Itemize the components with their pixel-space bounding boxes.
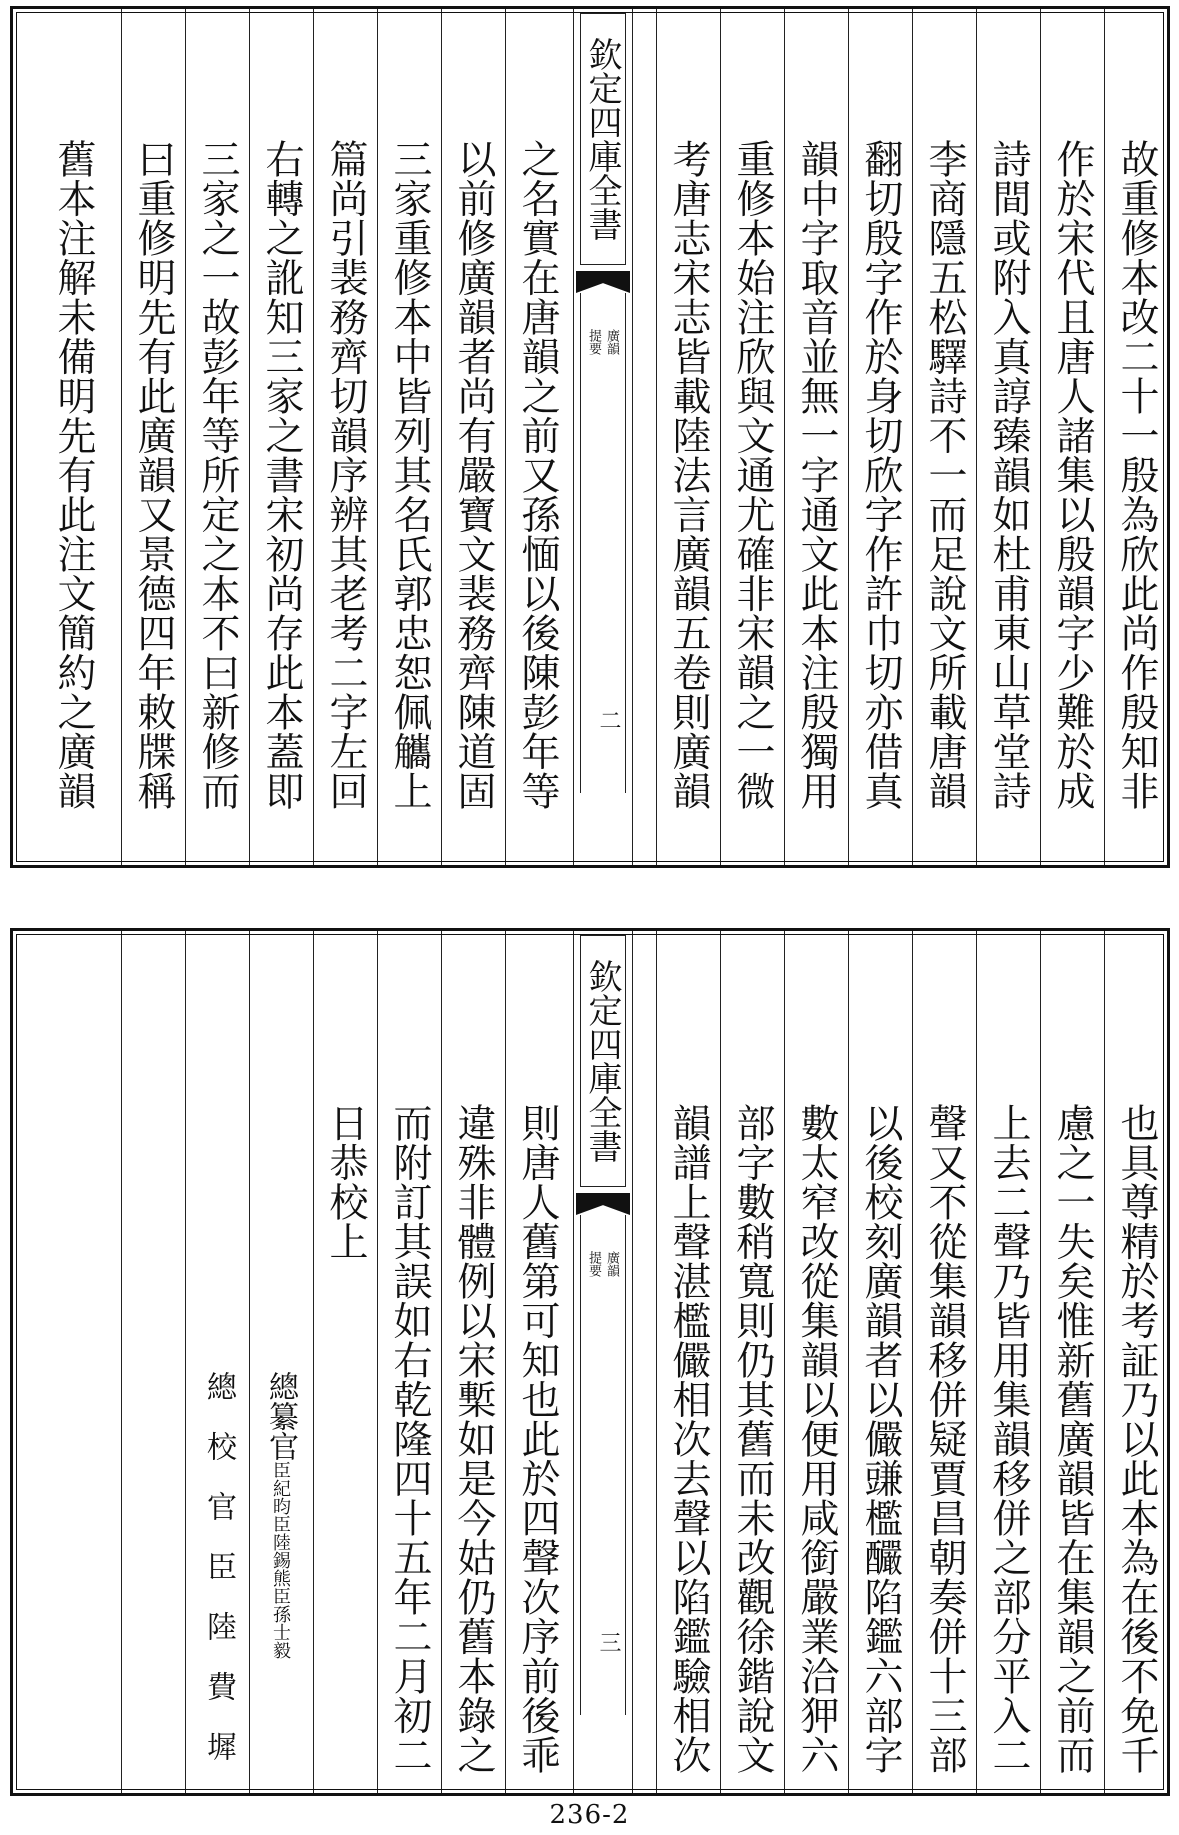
column-text: 三家重修本中皆列其名氏郭忠恕佩觿上	[387, 139, 432, 811]
column-text: 篇尚引裴務齊切韻序辨其老考二字左回	[323, 139, 368, 811]
column-text: 曰重修明先有此廣韻又景德四年敕牒稱	[131, 139, 176, 811]
proofreader-signature: 總 校 官 臣 陸 費 墀	[201, 1371, 236, 1761]
center-spine	[573, 931, 633, 1793]
column-text: 韻譜上聲湛檻儼相次去聲以陷鑑驗相次	[666, 1103, 711, 1775]
column-text: 翻切殷字作於身切欣字作許巾切亦借真	[858, 139, 903, 811]
column-text: 部字數稍寬則仍其舊而未改觀徐鍇說文	[730, 1103, 775, 1775]
column-text: 上去二聲乃皆用集韻移併之部分平入二	[986, 1103, 1031, 1775]
column-text: 詩間或附入真諄臻韻如杜甫東山草堂詩	[986, 139, 1031, 811]
text-column	[505, 931, 569, 1793]
text-column	[656, 9, 720, 865]
spine-note: 提要	[586, 329, 601, 355]
text-column	[976, 931, 1040, 1793]
proofreader-signature-column	[185, 931, 249, 1793]
fishtail-mark	[576, 271, 630, 293]
column-text: 右轉之訛知三家之書宋初尚存此本蓋即	[259, 139, 304, 811]
text-column	[848, 931, 912, 1793]
text-column	[784, 9, 848, 865]
text-column	[377, 9, 441, 865]
text-column	[441, 931, 505, 1793]
blank-column	[121, 931, 185, 1793]
column-text: 舊本注解未備明先有此注文簡約之廣韻	[51, 139, 96, 811]
text-column	[121, 9, 185, 865]
page-top	[10, 6, 1170, 868]
compiler-signature	[260, 1371, 300, 1659]
fishtail-mark	[576, 1193, 630, 1215]
spine-note: 廣韻	[604, 329, 619, 355]
text-column	[1104, 931, 1168, 1793]
page-number: 236-2	[549, 1800, 630, 1830]
column-text: 以後校刻廣韻者以儼豏檻釅陷鑑六部字	[858, 1103, 903, 1775]
spine-note: 提要	[586, 1251, 601, 1277]
spine-note: 廣韻	[604, 1251, 619, 1277]
leaf-number: 三	[596, 1631, 621, 1653]
column-text: 違殊非體例以宋槧如是今姑仍舊本錄之	[451, 1103, 496, 1775]
column-text: 故重修本改二十一殷為欣此尚作殷知非	[1114, 139, 1159, 811]
text-column	[23, 9, 121, 865]
center-spine	[573, 9, 633, 865]
leaf-number: 二	[596, 709, 621, 731]
text-column	[912, 9, 976, 865]
text-column	[313, 931, 377, 1793]
blank-column	[23, 931, 121, 1793]
book-title: 欽定四庫全書	[580, 13, 626, 265]
compiler-signature-column	[249, 931, 313, 1793]
text-column	[1040, 931, 1104, 1793]
text-column	[313, 9, 377, 865]
column-text: 以前修廣韻者尚有嚴寶文裴務齊陳道固	[451, 139, 496, 811]
compiler-title: 總纂官	[263, 1371, 298, 1461]
text-column	[249, 9, 313, 865]
text-column	[720, 931, 784, 1793]
text-column	[848, 9, 912, 865]
column-text: 也具尊精於考証乃以此本為在後不免千	[1114, 1103, 1159, 1775]
compiler-name: 臣陸錫熊	[270, 1515, 291, 1587]
column-text: 數太窄改從集韻以便用咸銜嚴業洽狎六	[794, 1103, 839, 1775]
compiler-name: 臣紀昀	[270, 1461, 291, 1515]
column-text: 日恭校上	[323, 1103, 368, 1261]
column-text: 而附訂其誤如右乾隆四十五年二月初二	[387, 1103, 432, 1775]
text-column	[377, 931, 441, 1793]
column-text: 韻中字取音並無一字通文此本注殷獨用	[794, 139, 839, 811]
text-column	[441, 9, 505, 865]
column-text: 慮之一失矣惟新舊廣韻皆在集韻之前而	[1050, 1103, 1095, 1775]
text-column	[185, 9, 249, 865]
text-column	[1104, 9, 1168, 865]
text-column	[656, 931, 720, 1793]
text-column	[505, 9, 569, 865]
column-text: 李商隱五松驛詩不一而足說文所載唐韻	[922, 139, 967, 811]
text-column	[720, 9, 784, 865]
column-text: 三家之一故彭年等所定之本不曰新修而	[195, 139, 240, 811]
column-text: 之名實在唐韻之前又孫愐以後陳彭年等	[515, 139, 560, 811]
book-title: 欽定四庫全書	[580, 935, 626, 1187]
page-bottom	[10, 928, 1170, 1796]
text-column	[976, 9, 1040, 865]
column-text: 聲又不從集韻移併疑賈昌朝奏併十三部	[922, 1103, 967, 1775]
text-column	[784, 931, 848, 1793]
column-text: 作於宋代且唐人諸集以殷韻字少難於成	[1050, 139, 1095, 811]
column-text: 重修本始注欣與文通尤確非宋韻之一微	[730, 139, 775, 811]
compiler-name: 臣孫士毅	[270, 1587, 291, 1659]
text-column	[912, 931, 976, 1793]
column-text: 則唐人舊第可知也此於四聲次序前後乖	[515, 1103, 560, 1775]
column-text: 考唐志宋志皆載陸法言廣韻五卷則廣韻	[666, 139, 711, 811]
text-column	[1040, 9, 1104, 865]
